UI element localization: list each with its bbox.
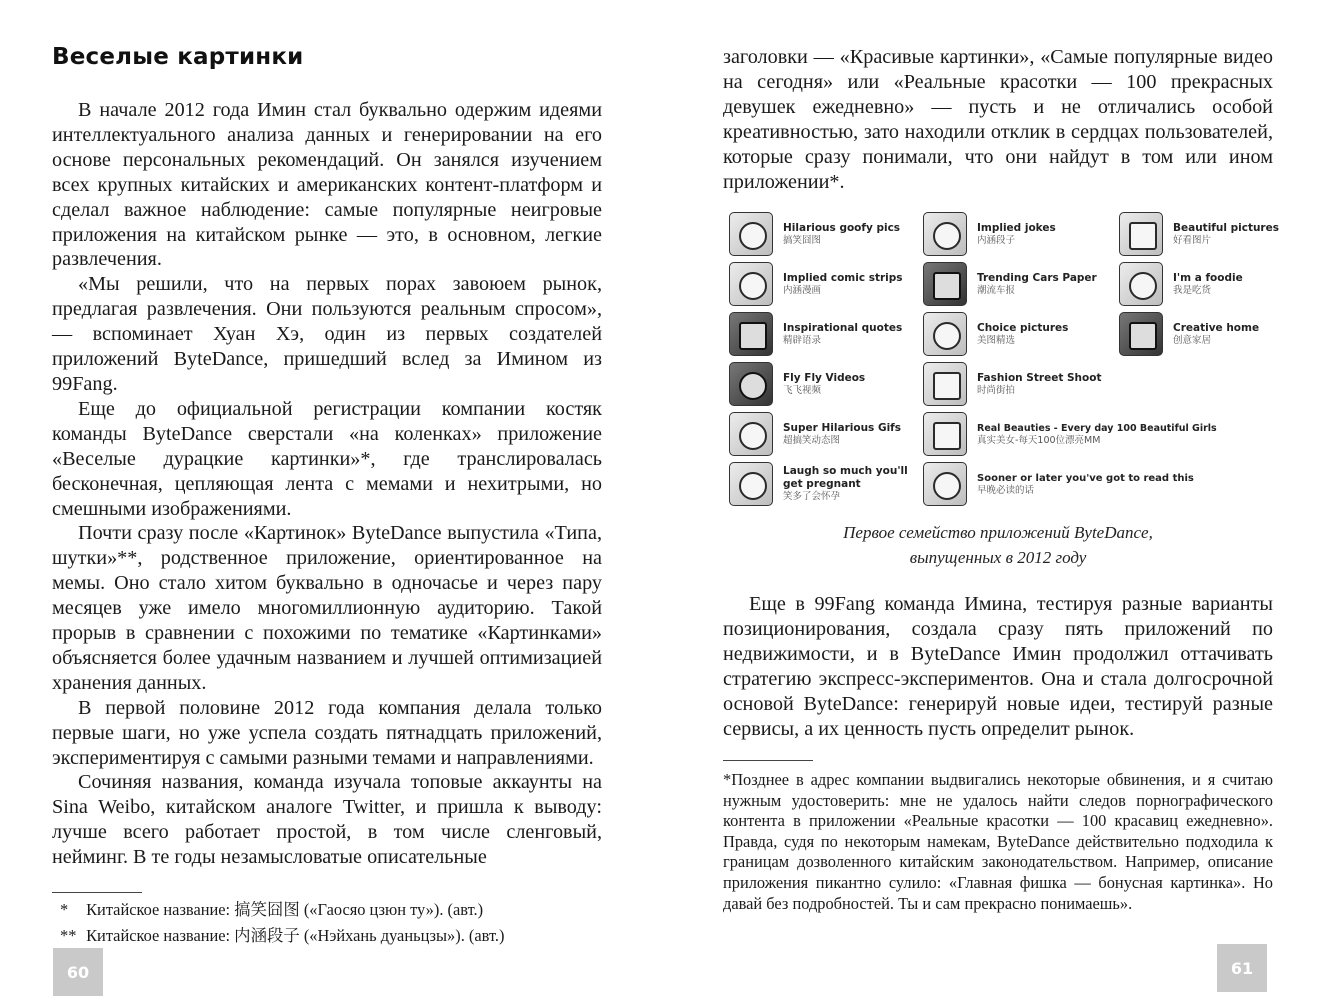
app-name-en: Beautiful pictures xyxy=(1173,221,1279,234)
paragraph: В начале 2012 года Имин стал буквально одержим идеями интеллектуального анализа данных и генерировании на его основе персональных рекомендаций. Он занялся изучением всех крупных китайских и американских контент-платформ и сделал важное наблюдение: самые популярные неигровые приложения на китайском рынке — это, в основном, легкие развлечения. xyxy=(52,99,602,271)
footnote-text: Китайское название: 搞笑囧图 («Гаосяо цзюн ту»). (авт.) xyxy=(86,900,484,919)
app-name-zh: 内涵漫画 xyxy=(783,284,822,296)
page-number: 61 xyxy=(1217,944,1267,992)
app-name-en: Implied jokes xyxy=(977,221,1056,234)
app-name-zh: 时尚街拍 xyxy=(977,384,1016,396)
app-name-en: Trending Cars Paper xyxy=(977,271,1097,284)
app-name-en: I'm a foodie xyxy=(1173,271,1243,284)
app-entry xyxy=(729,212,900,256)
app-name-zh: 精辟语录 xyxy=(783,334,822,346)
app-entry xyxy=(729,462,913,506)
paragraph: Сочиняя названия, команда изучала топовые аккаунты на Sina Weibo, китайском аналоге Twitter, и пришла к выводу: лучше всего работает простой, в том числе сленговый, нейминг. В те годы незамысловатые описательные xyxy=(52,771,602,869)
app-name-zh: 我是吃货 xyxy=(1173,284,1212,296)
app-icon xyxy=(923,262,967,306)
app-entry xyxy=(923,262,1097,306)
paragraph: В первой половине 2012 года компания делала только первые шаги, но уже успела создать пятнадцать приложений, экспериментируя с самыми разными темами и направлениями. xyxy=(52,696,602,769)
app-entry xyxy=(729,362,865,406)
app-entry xyxy=(1119,312,1259,356)
caption-line: Первое семейство приложений ByteDance, xyxy=(843,523,1153,542)
app-name-zh: 飞飞视频 xyxy=(783,384,822,396)
app-name-zh: 好看图片 xyxy=(1173,234,1212,246)
app-icon xyxy=(923,312,967,356)
left-body-text xyxy=(52,98,602,870)
footnote-divider xyxy=(52,892,142,893)
right-page xyxy=(667,0,1334,1000)
app-name-en: Inspirational quotes xyxy=(783,321,903,334)
app-name-en: Sooner or later you've got to read this xyxy=(977,472,1194,484)
app-icon xyxy=(729,262,773,306)
section-heading: Веселые картинки xyxy=(52,44,304,70)
app-name-zh: 创意家居 xyxy=(1173,334,1212,346)
paragraph: Еще до официальной регистрации компании костяк команды ByteDance сверстали «на коленках» приложение «Веселые дурацкие картинки»*, где транслировалась бесконечная, цепляющая лента с мемами и нехитрыми, но смешными изображениями. xyxy=(52,397,602,520)
app-name-zh: 搞笑囧图 xyxy=(783,234,822,246)
right-body-text-bottom xyxy=(723,592,1273,741)
page-number: 60 xyxy=(53,948,103,996)
app-name-en: Choice pictures xyxy=(977,321,1069,334)
footnote xyxy=(60,898,600,922)
app-name-zh: 内涵段子 xyxy=(977,234,1016,246)
app-name-en: Real Beauties - Every day 100 Beautiful Girls xyxy=(977,422,1217,434)
app-entry xyxy=(729,262,903,306)
app-icon xyxy=(729,462,773,506)
paragraph: Еще в 99Fang команда Имина, тестируя разные варианты позиционирования, создала сразу пять приложений по недвижимости, и в ByteDance Имин продолжил оттачивать стратегию экспресс-экспериментов. Она и стала долгосрочной основой ByteDance: генерируй новые идеи, тестируй разные сервисы, а их ценность пусть определит рынок. xyxy=(723,593,1273,740)
app-icon xyxy=(1119,212,1163,256)
app-name-en: Fly Fly Videos xyxy=(783,371,866,384)
app-entry xyxy=(729,312,902,356)
app-icon xyxy=(729,362,773,406)
app-icon xyxy=(729,212,773,256)
app-entry xyxy=(1119,212,1279,256)
app-name-en: Creative home xyxy=(1173,321,1260,334)
app-name-zh: 早晚必读的话 xyxy=(977,484,1035,496)
app-icon xyxy=(923,412,967,456)
caption-line: выпущенных в 2012 году xyxy=(909,548,1087,567)
app-icon xyxy=(923,212,967,256)
app-entry xyxy=(923,212,1056,256)
app-name-zh: 潮流车报 xyxy=(977,284,1016,296)
app-entry xyxy=(923,412,1217,456)
app-name-zh: 超搞笑动态图 xyxy=(783,434,841,446)
footnote-mark: ** xyxy=(60,926,77,945)
paragraph: «Мы решили, что на первых порах завоюем рынок, предлагая развлечения. Они пользуются реальным спросом», — вспоминает Хуан Хэ, один из первых создателей приложений ByteDance, пришедший вслед за Имином из 99Fang. xyxy=(52,273,602,395)
footnote-mark: * xyxy=(60,900,69,919)
figure-caption xyxy=(723,520,1273,570)
app-entry xyxy=(923,462,1194,506)
app-entry xyxy=(1119,262,1243,306)
app-icon xyxy=(923,462,967,506)
right-body-text-top xyxy=(723,45,1273,194)
app-name-en: Fashion Street Shoot xyxy=(977,371,1102,384)
app-name-en: Hilarious goofy pics xyxy=(783,221,901,234)
app-icon xyxy=(729,412,773,456)
app-icon xyxy=(729,312,773,356)
app-name-zh: 美图精选 xyxy=(977,334,1016,346)
footnote-text: *Позднее в адрес компании выдвигались некоторые обвинения, и я считаю нужным удостоверить: мне не удалось найти следов порнографического контента в приложении «Реальные красотки — 100 красавиц ежедневно». Правда, судя по некоторым намекам, ByteDance действительно подходила к границам дозволенного китайским законодательством. Например, описание приложения пикантно сулило: «Главная фишка — бонусная картинка». Но давай без подробностей. Ты и сам прекрасно понимаешь». xyxy=(723,770,1273,913)
app-name-en: Implied comic strips xyxy=(783,271,903,284)
app-entry xyxy=(729,412,901,456)
app-name-zh: 笑多了会怀孕 xyxy=(783,491,841,502)
paragraph: Почти сразу после «Картинок» ByteDance выпустила «Типа, шутки»**, родственное приложение, ориентированное на мемы. Оно стало хитом буквально в одночасье и через пару месяцев уже имело многомиллионную аудиторию. Такой прорыв в сравнении с похожими по тематике «Картинками» объясняется более удачным названием и лучшей оптимизацией хранения данных. xyxy=(52,522,602,694)
app-family-figure xyxy=(729,212,1289,512)
app-icon xyxy=(923,362,967,406)
app-entry xyxy=(923,362,1101,406)
footnote-divider xyxy=(723,760,813,761)
app-name-zh: 真实美女-每天100位漂亮MM xyxy=(977,434,1101,446)
app-entry xyxy=(923,312,1068,356)
paragraph: заголовки — «Красивые картинки», «Самые популярные видео на сегодня» или «Реальные красотки — 100 прекрасных девушек ежедневно» — пусть и не отличались особой креативностью, зато находили отклик в сердцах пользователей, которые сразу понимали, что они найдут в том или ином приложении*. xyxy=(723,46,1273,193)
app-icon xyxy=(1119,312,1163,356)
footnote xyxy=(723,770,1273,914)
app-icon xyxy=(1119,262,1163,306)
app-name-en: Super Hilarious Gifs xyxy=(783,421,901,434)
app-name-en: Laugh so much you'll get pregnant xyxy=(783,465,908,490)
footnote xyxy=(60,924,600,948)
footnote-text: Китайское название: 内涵段子 («Нэйхань дуаньцзы»). (авт.) xyxy=(86,926,505,945)
